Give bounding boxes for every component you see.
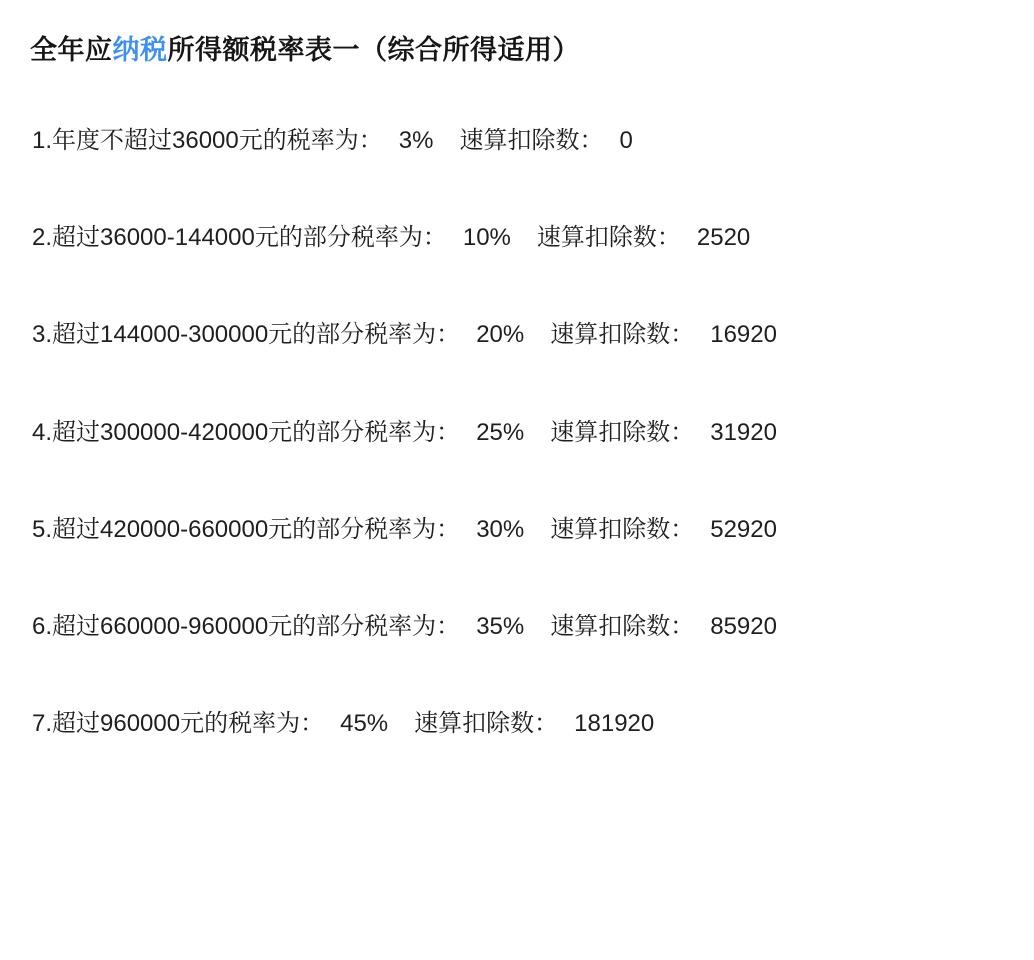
rule-bracket: 超过36000-144000元的部分 (52, 224, 351, 252)
rule-rate-value: 35% (476, 612, 525, 640)
rule-index: 6. (32, 612, 53, 640)
rule-bracket: 超过420000-660000元的部分 (52, 515, 365, 543)
rule-deduction-label: 速算扣除数： (550, 515, 695, 543)
rule-deduction-value: 52920 (710, 515, 777, 543)
rule-bracket: 超过300000-420000元的部分 (52, 418, 365, 446)
rule-rate-value: 10% (462, 224, 511, 252)
rule-rate-label: 税率为： (228, 710, 325, 738)
rule-deduction-label: 速算扣除数： (459, 127, 604, 154)
rule-rate-label: 税率为： (350, 224, 447, 252)
rule-deduction-value: 181920 (574, 710, 655, 738)
page-title (30, 0, 1004, 67)
rule-deduction-value: 31920 (710, 418, 777, 446)
rule-deduction-label: 速算扣除数： (550, 612, 695, 640)
list-item (30, 708, 1004, 739)
rule-deduction-value: 0 (619, 127, 633, 154)
rule-deduction-value: 16920 (710, 321, 777, 349)
list-item (30, 319, 1004, 350)
list-item (30, 222, 1004, 253)
rule-index: 4. (32, 418, 53, 446)
rule-rate-label: 税率为： (364, 515, 461, 543)
rule-rate-label: 税率为： (286, 127, 383, 154)
rule-bracket: 超过660000-960000元的部分 (52, 612, 365, 640)
rule-bracket: 年度不超过36000元的 (52, 127, 287, 154)
rule-index: 5. (32, 515, 53, 543)
tax-bracket-list (30, 125, 1004, 739)
rule-index: 1. (32, 127, 53, 154)
page-title-highlight: 纳税 (112, 35, 168, 65)
page-title-lead: 全年应 (30, 35, 113, 65)
rule-deduction-label: 速算扣除数： (414, 710, 559, 738)
rule-rate-label: 税率为： (364, 321, 461, 349)
rule-deduction-value: 2520 (696, 224, 751, 252)
rule-rate-value: 30% (476, 515, 525, 543)
rule-deduction-label: 速算扣除数： (550, 321, 695, 349)
rule-rate-value: 3% (398, 127, 434, 154)
rule-rate-value: 45% (340, 710, 389, 738)
rule-rate-value: 25% (476, 418, 525, 446)
rule-rate-value: 20% (476, 321, 525, 349)
list-item (30, 125, 1004, 156)
rule-deduction-label: 速算扣除数： (536, 224, 681, 252)
page-title-tail: 所得额税率表一（综合所得适用） (167, 35, 580, 65)
list-item (30, 514, 1004, 545)
rule-rate-label: 税率为： (364, 418, 461, 446)
rule-index: 7. (32, 710, 53, 738)
rule-index: 3. (32, 321, 53, 349)
rule-rate-label: 税率为： (364, 612, 461, 640)
list-item (30, 417, 1004, 448)
rule-bracket: 超过960000元的 (52, 710, 229, 738)
rule-index: 2. (32, 224, 53, 252)
rule-deduction-value: 85920 (710, 612, 777, 640)
rule-bracket: 超过144000-300000元的部分 (52, 321, 365, 349)
list-item (30, 611, 1004, 642)
rule-deduction-label: 速算扣除数： (550, 418, 695, 446)
